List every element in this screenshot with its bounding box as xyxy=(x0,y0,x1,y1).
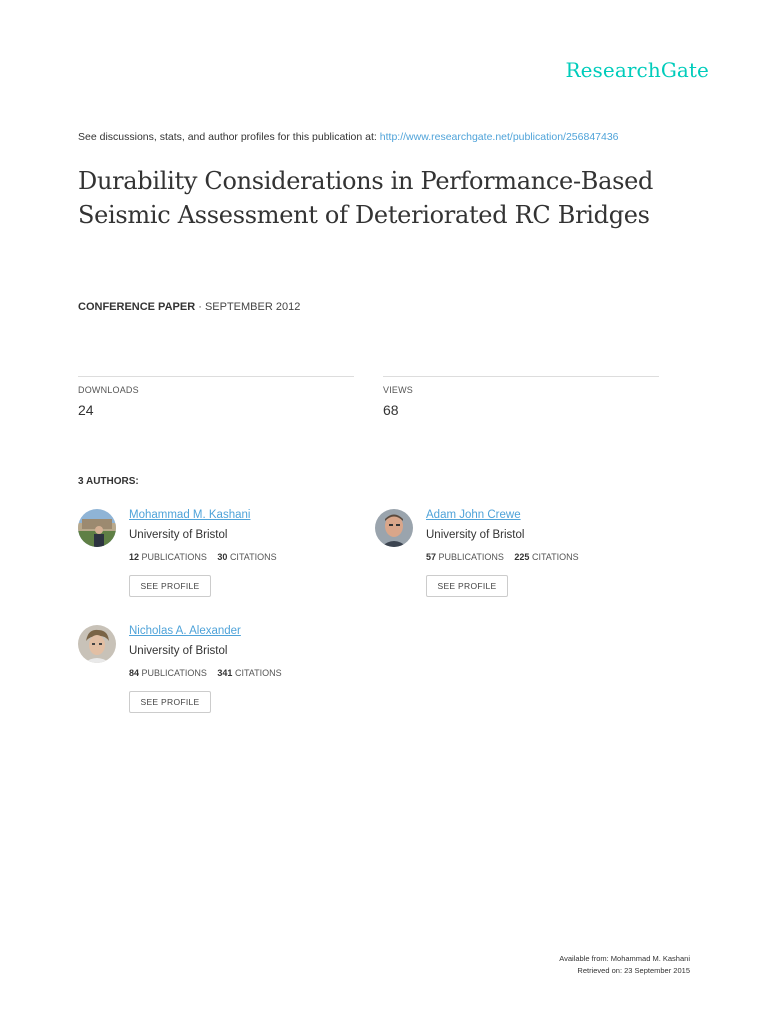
publications-count: 84 xyxy=(129,668,140,678)
citations-label: CITATIONS xyxy=(531,552,579,562)
meta-separator: · xyxy=(198,301,202,313)
author-counts xyxy=(129,668,282,678)
avatar[interactable] xyxy=(375,509,413,547)
see-profile-button[interactable]: SEE PROFILE xyxy=(129,691,211,713)
discussion-line xyxy=(78,131,619,143)
citations-label: CITATIONS xyxy=(229,552,277,562)
citations-count: 341 xyxy=(217,668,233,678)
views-value: 68 xyxy=(383,402,399,418)
available-from: Available from: Mohammad M. Kashani xyxy=(559,954,690,963)
publications-count: 12 xyxy=(129,552,140,562)
author-institution: University of Bristol xyxy=(129,529,228,541)
author-counts xyxy=(129,552,277,562)
author-name-link[interactable]: Nicholas A. Alexander xyxy=(129,625,241,637)
author-counts xyxy=(426,552,579,562)
avatar-photo-icon xyxy=(375,509,413,547)
avatar[interactable] xyxy=(78,509,116,547)
author-institution: University of Bristol xyxy=(129,645,228,657)
retrieved-on: Retrieved on: 23 September 2015 xyxy=(577,966,690,975)
avatar-photo-icon xyxy=(78,509,116,547)
authors-heading: 3 AUTHORS: xyxy=(78,476,139,487)
downloads-stat xyxy=(78,376,354,418)
author-name-link[interactable]: Mohammad M. Kashani xyxy=(129,509,251,521)
publications-label: PUBLICATIONS xyxy=(141,668,207,678)
citations-count: 30 xyxy=(217,552,228,562)
avatar-photo-icon xyxy=(78,625,116,663)
publication-meta xyxy=(78,301,300,313)
author-institution: University of Bristol xyxy=(426,529,525,541)
views-stat xyxy=(383,376,659,418)
retrieval-footer xyxy=(559,953,690,977)
publications-label: PUBLICATIONS xyxy=(141,552,207,562)
downloads-value: 24 xyxy=(78,402,94,418)
publications-label: PUBLICATIONS xyxy=(438,552,504,562)
researchgate-logo[interactable]: ResearchGate xyxy=(565,58,709,82)
see-profile-button[interactable]: SEE PROFILE xyxy=(426,575,508,597)
citations-label: CITATIONS xyxy=(234,668,282,678)
see-profile-button[interactable]: SEE PROFILE xyxy=(129,575,211,597)
publication-date: SEPTEMBER 2012 xyxy=(204,301,301,313)
avatar[interactable] xyxy=(78,625,116,663)
author-name-link[interactable]: Adam John Crewe xyxy=(426,509,521,521)
publication-link[interactable]: http://www.researchgate.net/publication/256847436 xyxy=(379,131,619,143)
citations-count: 225 xyxy=(514,552,530,562)
downloads-label: DOWNLOADS xyxy=(78,385,139,395)
publications-count: 57 xyxy=(426,552,437,562)
publication-type: CONFERENCE PAPER xyxy=(78,301,196,313)
publication-title: Durability Considerations in Performance-Based Seismic Assessment of Deteriorated RC Bridges xyxy=(78,167,654,229)
views-label: VIEWS xyxy=(383,385,414,395)
discussion-text: See discussions, stats, and author profiles for this publication at: xyxy=(78,131,377,143)
